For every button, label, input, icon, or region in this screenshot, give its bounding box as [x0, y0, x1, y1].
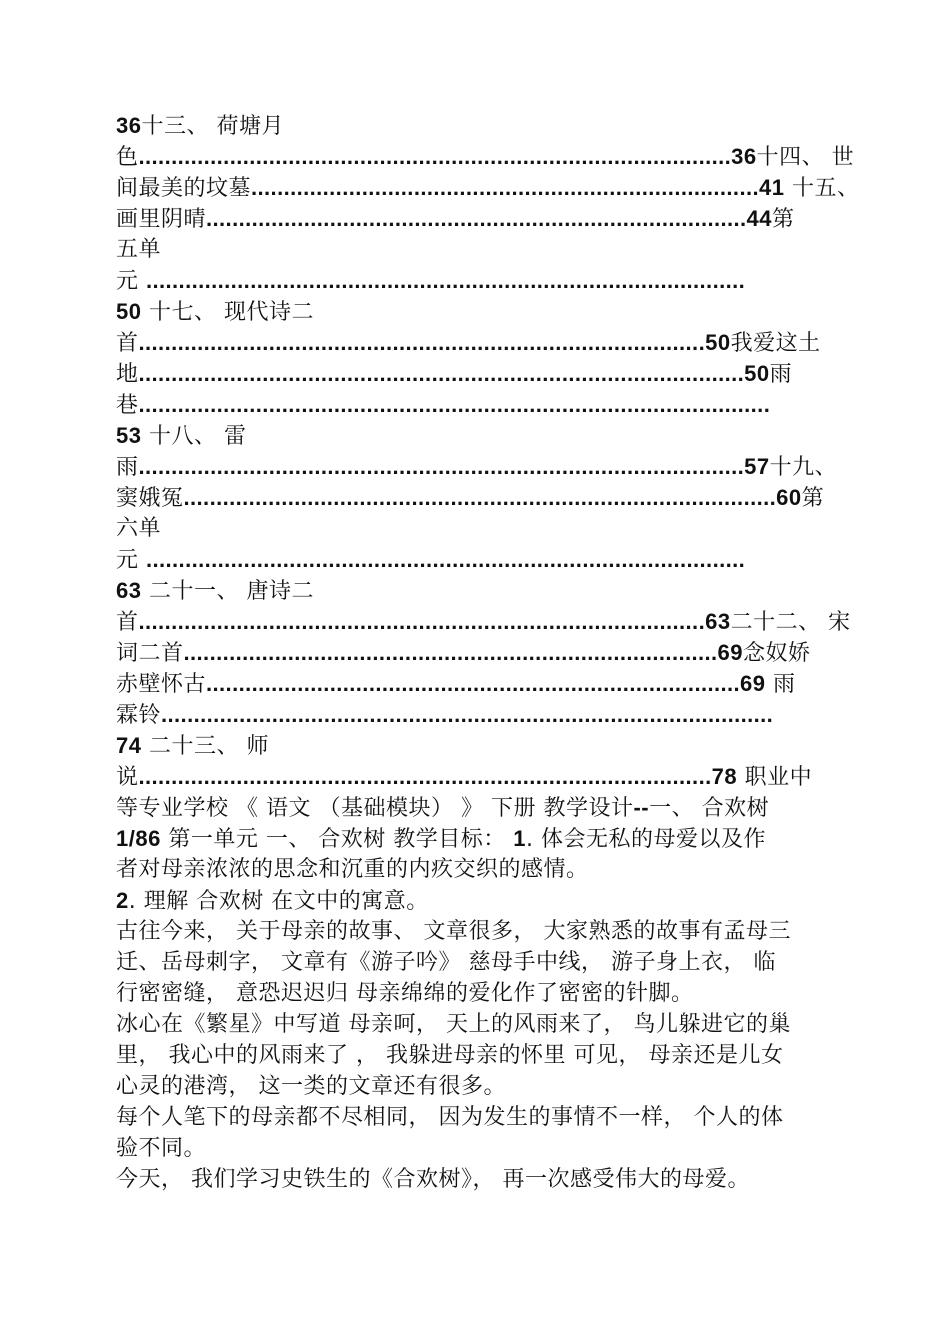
- toc-entry-title: 二十三、 师: [141, 734, 269, 759]
- toc-leader-dots: .............................................................................................: [138, 454, 745, 479]
- toc-entry-title: 雨: [116, 455, 139, 480]
- toc-line: [116, 761, 846, 792]
- toc-entry-title: 五单: [116, 237, 162, 262]
- toc-entry-title: 我爱这土: [730, 331, 821, 356]
- toc-entry-title: 十四、 世: [756, 145, 855, 170]
- body-line: 古往今来， 关于母亲的故事、 文章很多， 大家熟悉的故事有孟母三: [116, 919, 791, 944]
- toc-leader-dots: .................................................................................................: [138, 392, 771, 417]
- toc-entry-title: 霖铃: [116, 703, 162, 728]
- toc-entry-title: 窦娥冤: [116, 486, 184, 511]
- toc-page-number: 36: [731, 144, 757, 169]
- body-line: 每个人笔下的母亲都不尽相同， 因为发生的事情不一样， 个人的体: [116, 1105, 784, 1130]
- toc-entry-title: 元: [116, 269, 146, 294]
- toc-entry-title: 雨: [769, 362, 793, 387]
- toc-leader-dots: ............................................................................................: [146, 547, 746, 572]
- toc-leader-dots: .......................................................................................: [138, 609, 706, 634]
- toc-line: [116, 699, 846, 730]
- toc-page-number: 63: [705, 609, 731, 634]
- toc-page-number: 53: [116, 423, 142, 448]
- toc-entry-title: 十三、 荷塘月: [141, 114, 284, 139]
- toc-leader-dots: ..............................................................................................: [161, 702, 774, 727]
- toc-entry-title: 职业中: [737, 765, 813, 790]
- toc-entry-title: 元: [116, 548, 146, 573]
- body-line: 验不同。: [116, 1136, 207, 1161]
- toc-leader-dots: ............................................................................................: [146, 268, 746, 293]
- toc-entry-title: 首: [116, 610, 139, 635]
- toc-entry-title: 巷: [116, 393, 139, 418]
- toc-leader-dots: ........................................................................................: [138, 764, 712, 789]
- toc-line: [116, 234, 846, 265]
- header-text: 等专业学校 《 语文 （基础模块） 》 下册 教学设计: [116, 796, 634, 821]
- goal-number: 2: [116, 888, 129, 913]
- toc-line: [116, 389, 846, 420]
- header-dash: --: [633, 795, 650, 820]
- toc-page-number: 57: [744, 454, 770, 479]
- toc-line: [116, 265, 846, 296]
- toc-line: [116, 668, 846, 699]
- document-header: [116, 792, 846, 823]
- toc-line: [116, 296, 846, 327]
- toc-line: [116, 172, 860, 203]
- body-line: 迁、岳母刺字， 文章有《游子吟》 慈母手中线， 游子身上衣， 临: [116, 950, 776, 975]
- body-line: 冰心在《繁星》中写道 母亲呵， 天上的风雨来了， 鸟儿躲进它的巢: [116, 1012, 791, 1037]
- toc-leader-dots: ...........................................................................................: [138, 144, 732, 169]
- toc-entry-title: 说: [116, 765, 139, 790]
- toc-line: [116, 730, 846, 761]
- goal-number: 1: [513, 826, 527, 851]
- header-lesson-title: 一、 合欢树: [649, 796, 770, 821]
- toc-page-number: 41: [758, 175, 785, 200]
- toc-line: [116, 451, 846, 482]
- toc-page-number: 74: [116, 733, 142, 758]
- toc-entry-title: 二十一、 唐诗二: [141, 579, 314, 604]
- toc-line: [116, 637, 846, 668]
- toc-line: [116, 420, 846, 451]
- toc-entry-title: 地: [116, 362, 139, 387]
- toc-page-number: 36: [116, 113, 142, 138]
- toc-entry-title: 十八、 雷: [141, 424, 247, 449]
- toc-line: [116, 513, 846, 544]
- toc-leader-dots: .......................................................................................: [138, 330, 706, 355]
- page-reference: 1/86: [116, 826, 161, 851]
- goal-text: 者对母亲浓浓的思念和沉重的内疚交织的感情。: [116, 857, 589, 882]
- toc-entry-title: 六单: [116, 516, 162, 541]
- lesson-goals-line: [116, 823, 846, 854]
- toc-entry-title: 第: [801, 486, 825, 511]
- toc-line: [116, 544, 846, 575]
- toc-line: [116, 358, 846, 389]
- toc-entry-title: 念奴娇: [743, 641, 811, 666]
- body-line: 今天， 我们学习史铁生的《合欢树》， 再一次感受伟大的母爱。: [116, 1167, 750, 1192]
- toc-entry-title: 首: [116, 331, 139, 356]
- toc-entry-title: 二十二、 宋: [730, 610, 851, 635]
- toc-line: [116, 575, 846, 606]
- toc-page-number: 50: [705, 330, 731, 355]
- toc-line: [116, 203, 846, 234]
- toc-entry-title: 赤壁怀古: [116, 672, 207, 697]
- lesson-intro: 第一单元 一、 合欢树 教学目标：: [160, 827, 514, 852]
- toc-line: [116, 110, 846, 141]
- lesson-goals-line: [116, 854, 846, 885]
- toc-line: [116, 327, 846, 358]
- toc-page-number: 63: [116, 578, 142, 603]
- body-line: 里， 我心中的风雨来了 ， 我躲进母亲的怀里 可见， 母亲还是儿女: [116, 1043, 784, 1068]
- toc-page-number: 44: [746, 206, 773, 231]
- toc-entry-title: 雨: [765, 672, 796, 697]
- toc-entry-title: 色: [116, 145, 139, 170]
- toc-entry-title: 第: [772, 207, 795, 232]
- goal-text: . 体会无私的母爱以及作: [526, 827, 767, 852]
- toc-page-number: 60: [776, 485, 802, 510]
- toc-leader-dots: ..................................................................................: [206, 671, 741, 696]
- body-line: 行密密缝， 意恐迟迟归 母亲绵绵的爱化作了密密的针脚。: [116, 981, 694, 1006]
- toc-line: [116, 482, 846, 513]
- toc-entry-title: 画里阴晴: [116, 207, 207, 232]
- toc-page-number: 50: [116, 299, 142, 324]
- toc-leader-dots: ..................................................................................: [183, 640, 718, 665]
- toc-entry-title: 十九、: [769, 455, 838, 480]
- toc-line: [116, 141, 855, 172]
- goal-text: . 理解 合欢树 在文中的寓意。: [128, 889, 429, 914]
- lesson-goals-line: [116, 885, 846, 916]
- toc-entry-title: 词二首: [116, 641, 184, 666]
- toc-line: [116, 606, 851, 637]
- toc-page-number: 69: [717, 640, 744, 665]
- toc-page-number: 78: [711, 764, 738, 789]
- toc-leader-dots: ...................................................................................: [206, 206, 747, 231]
- toc-leader-dots: ...........................................................................................: [183, 485, 777, 510]
- toc-entry-title: 十五、: [784, 176, 860, 201]
- toc-entry-title: 十七、 现代诗二: [141, 300, 314, 325]
- body-line: 心灵的港湾， 这一类的文章还有很多。: [116, 1074, 506, 1099]
- toc-leader-dots: .............................................................................................: [138, 361, 745, 386]
- toc-page-number: 69: [740, 671, 766, 696]
- toc-page-number: 50: [744, 361, 770, 386]
- toc-entry-title: 间最美的坟墓: [116, 176, 252, 201]
- toc-leader-dots: ..............................................................................: [251, 175, 759, 200]
